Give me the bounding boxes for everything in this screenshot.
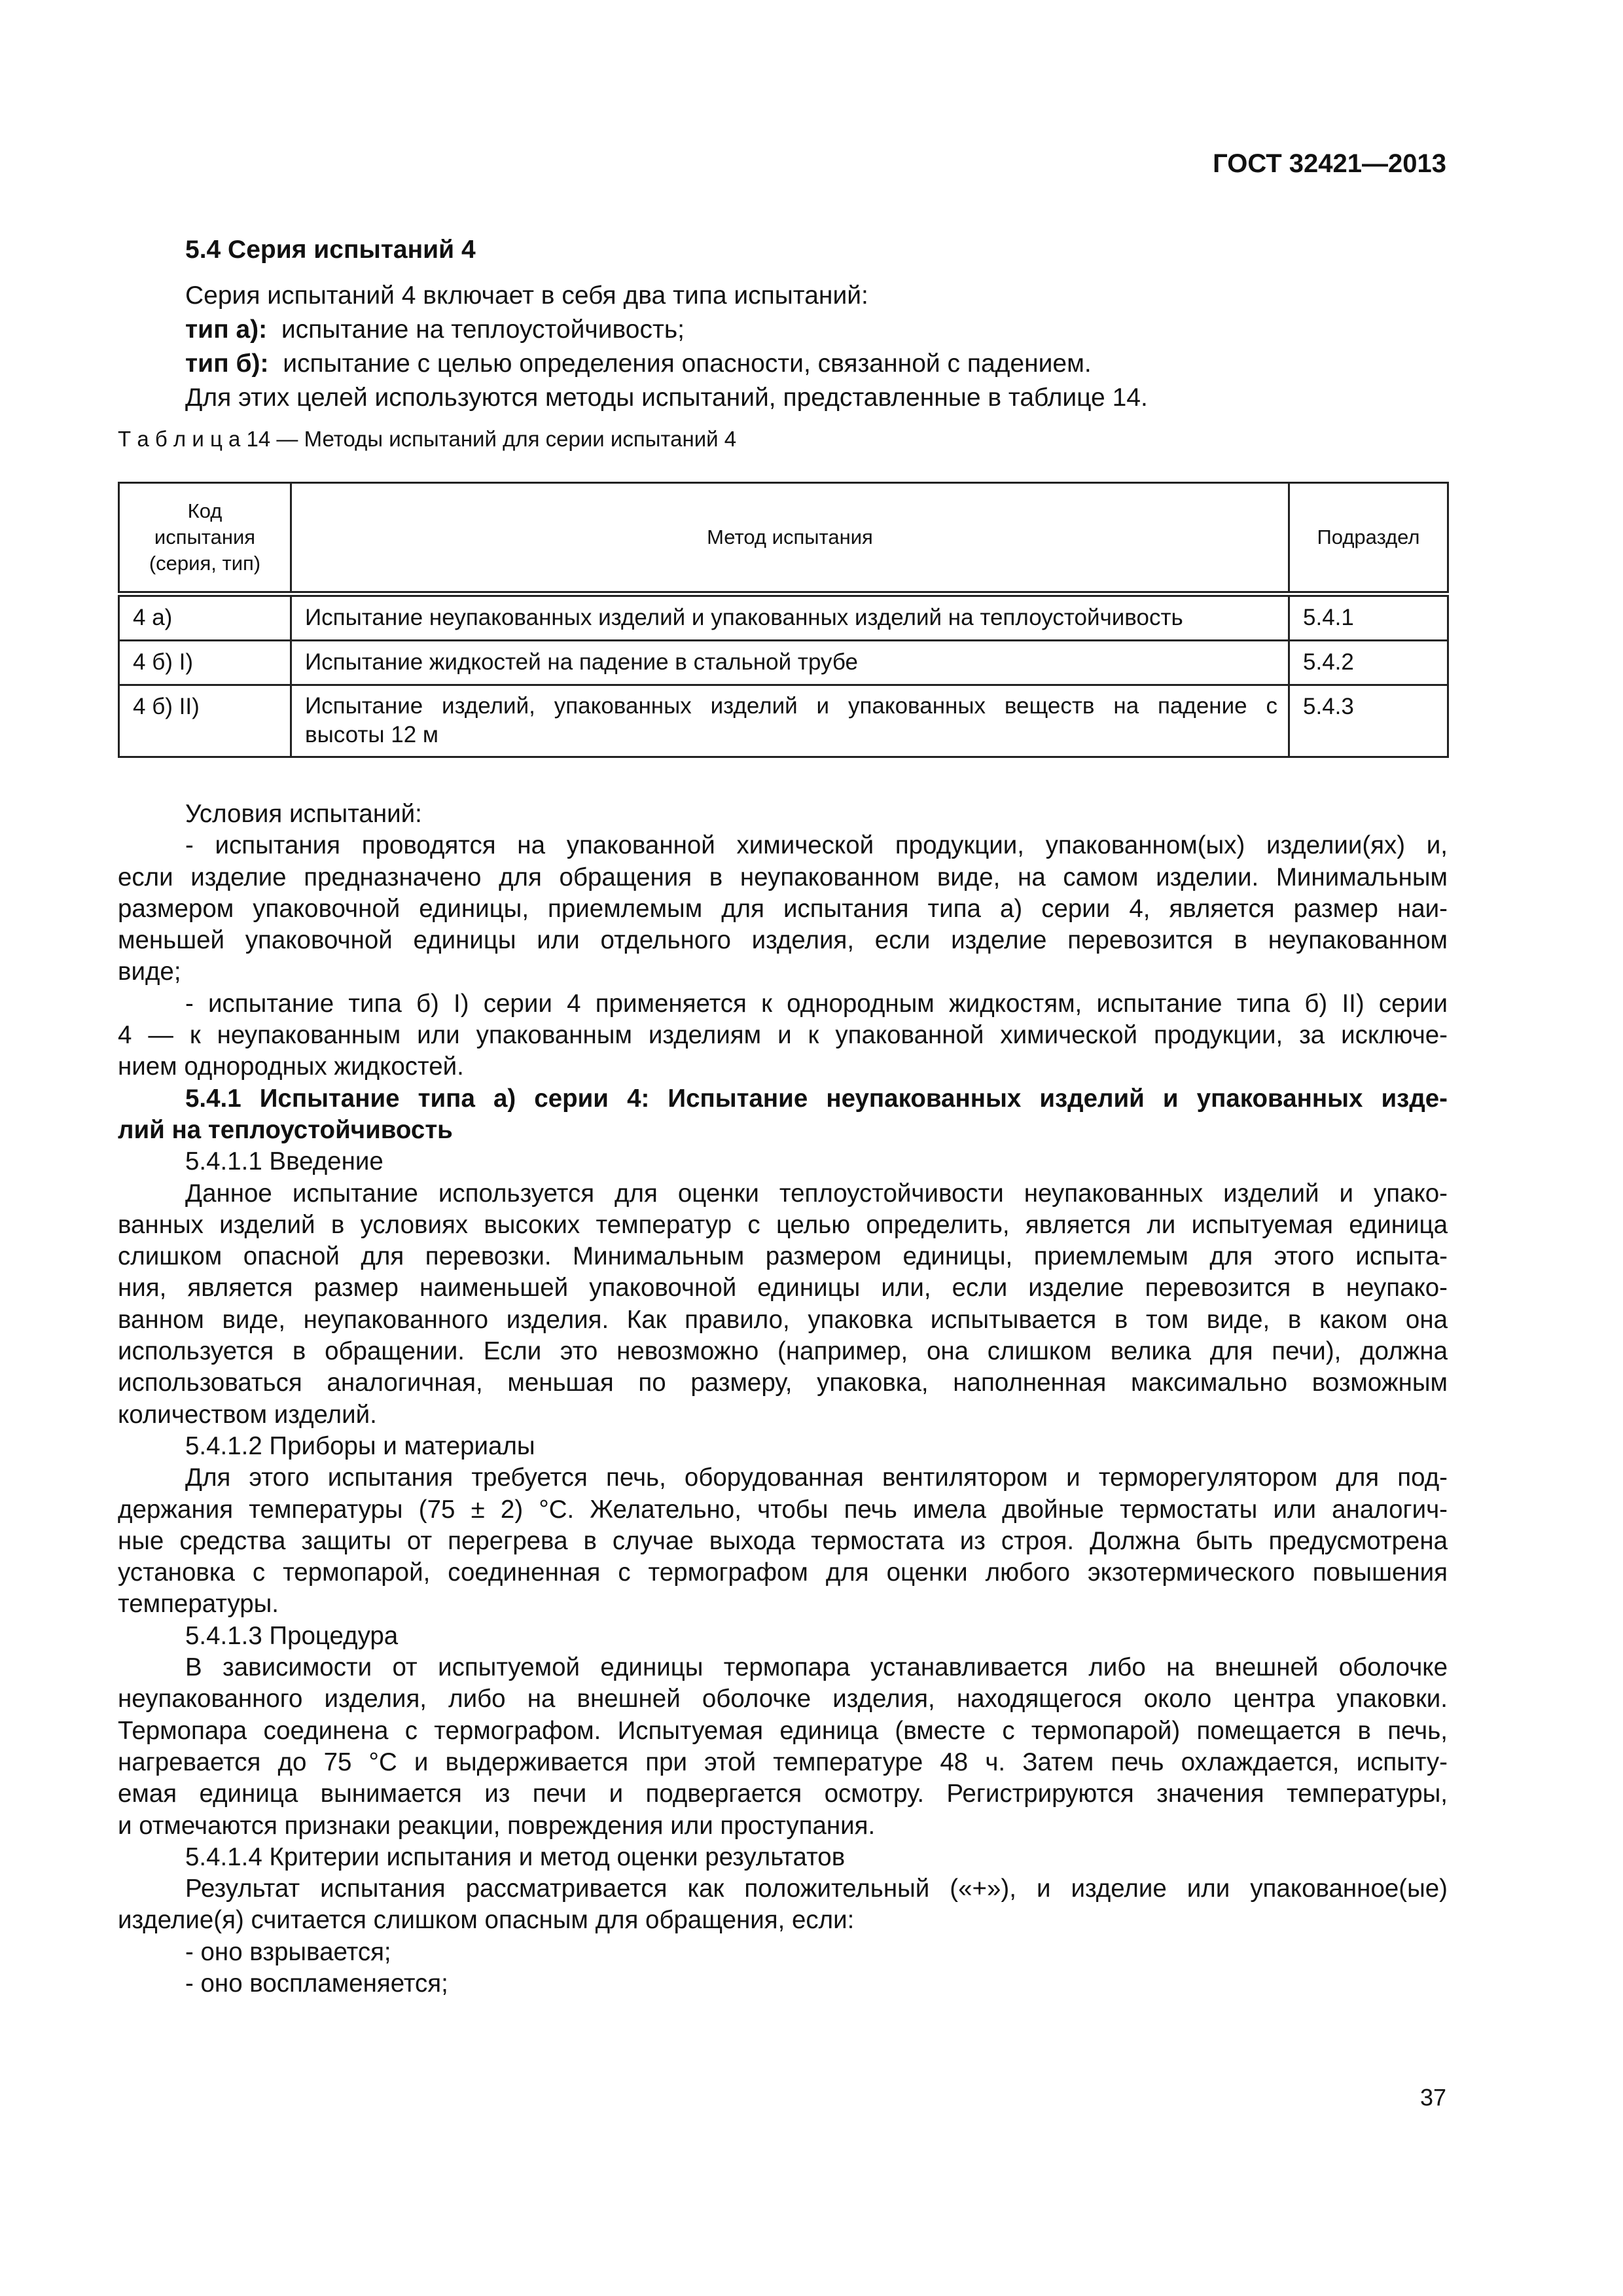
subheading: 5.4.1.3 Процедура xyxy=(185,1621,399,1650)
list-item: - оно взрывается; xyxy=(185,1937,391,1966)
page-number: 37 xyxy=(1419,2084,1446,2111)
subheading: 5.4.1.2 Приборы и материалы xyxy=(185,1431,535,1460)
cell-code: 4 а) xyxy=(119,594,291,641)
subsection-title: 5.4.1 Испытание типа а) серии 4: Испытание неупакованных изделий и упакованных изде- xyxy=(185,1084,1448,1113)
section-title: 5.4 Серия испытаний 4 xyxy=(185,236,476,264)
subsection-title: лий на теплоустойчивость xyxy=(118,1115,453,1144)
cell-method-line: высоты 12 м xyxy=(305,722,438,747)
type-b-label: тип б): xyxy=(185,350,269,378)
paragraph-line: изделие(я) считается слишком опасным для обращения, если: xyxy=(118,1906,855,1935)
header-code-line: (серия, тип) xyxy=(149,552,261,575)
cell-code: 4 б) I) xyxy=(119,641,291,685)
cell-method-line: Испытание изделий, упакованных изделий и упакованных веществ на падение с xyxy=(305,693,1277,719)
methods-ref: Для этих целей используются методы испытаний, представленные в таблице 14. xyxy=(185,384,1148,412)
cell-subsection: 5.4.2 xyxy=(1289,641,1448,685)
type-a-text: испытание на теплоустойчивость; xyxy=(281,315,685,344)
paragraph-line: держания температуры (75 ± 2) °С. Желательно, чтобы печь имела двойные термостаты или аналогич- xyxy=(118,1495,1448,1524)
table-header-row xyxy=(119,483,1448,594)
paragraph-line: неупакованного изделия, либо на внешней оболочке изделия, находящегося около центра упаковки. xyxy=(118,1685,1448,1713)
header-method: Метод испытания xyxy=(291,483,1289,594)
document-code: ГОСТ 32421—2013 xyxy=(1213,149,1446,178)
cell-code: 4 б) II) xyxy=(119,685,291,757)
cell-method xyxy=(291,685,1289,757)
paragraph-line: Для этого испытания требуется печь, оборудованная вентилятором и терморегулятором для под- xyxy=(185,1463,1448,1492)
table-row xyxy=(119,685,1448,757)
table-row xyxy=(119,641,1448,685)
paragraph-line: ные средства защиты от перегрева в случае выхода термостата из строя. Должна быть предусмотрена xyxy=(118,1526,1448,1555)
paragraph-line: температуры. xyxy=(118,1590,279,1619)
list-item: - оно воспламеняется; xyxy=(185,1969,448,1998)
type-b-line xyxy=(118,347,1446,381)
type-a-line xyxy=(118,313,1446,347)
table-caption xyxy=(118,427,736,452)
paragraph-line: использоваться аналогичная, меньшая по размеру, упаковка, наполненная максимально возможным xyxy=(118,1369,1448,1397)
cell-method: Испытание жидкостей на падение в стальной трубе xyxy=(291,641,1289,685)
paragraph-line: нагревается до 75 °С и выдерживается при этой температуре 48 ч. Затем печь охлаждается, испыту- xyxy=(118,1748,1448,1776)
paragraph-line: Термопара соединена с термографом. Испытуемая единица (вместе с термопарой) помещается в печь, xyxy=(118,1716,1448,1745)
cell-method: Испытание неупакованных изделий и упакованных изделий на теплоустойчивость xyxy=(291,594,1289,641)
header-code-line: Код xyxy=(187,499,223,522)
paragraph-line: ния, является размер наименьшей упаковочной единицы или, если изделие перевозится в неупако- xyxy=(118,1274,1448,1302)
paragraph-line: ванном виде, неупакованного изделия. Как правило, упаковка испытывается в том виде, в каком она xyxy=(118,1305,1448,1334)
cell-subsection: 5.4.1 xyxy=(1289,594,1448,641)
body-text xyxy=(118,798,1448,2000)
type-a-label: тип а): xyxy=(185,315,268,344)
section-intro xyxy=(118,233,1446,415)
paragraph-line: слишком опасной для перевозки. Минимальным размером единицы, приемлемым для этого испыта- xyxy=(118,1242,1448,1271)
header-code-line: испытания xyxy=(154,526,256,548)
paragraph-line: виде; xyxy=(118,958,181,986)
paragraph-line: - испытание типа б) I) серии 4 применяется к однородным жидкостям, испытание типа б) II) серии xyxy=(185,989,1448,1018)
paragraph-line: и отмечаются признаки реакции, повреждения или проступания. xyxy=(118,1811,876,1840)
cell-subsection: 5.4.3 xyxy=(1289,685,1448,757)
type-b-text: испытание с целью определения опасности, связанной с падением. xyxy=(283,350,1092,378)
subheading: 5.4.1.4 Критерии испытания и метод оценки результатов xyxy=(185,1842,846,1871)
paragraph-line: В зависимости от испытуемой единицы термопара устанавливается либо на внешней оболочке xyxy=(185,1653,1448,1682)
paragraph-line: используется в обращении. Если это невозможно (например, она слишком велика для печи), должна xyxy=(118,1337,1448,1366)
paragraph-line: нием однородных жидкостей. xyxy=(118,1052,464,1081)
paragraph-line: Условия испытаний: xyxy=(185,800,422,828)
header-code xyxy=(119,483,291,594)
paragraph-line: ванных изделий в условиях высоких температур с целью определить, является ли испытуемая единица xyxy=(118,1210,1448,1239)
paragraph-line: - испытания проводятся на упакованной химической продукции, упакованном(ых) изделии(ях) и, xyxy=(185,831,1448,860)
paragraph-line: 4 — к неупакованным или упакованным изделиям и к упакованной химической продукции, за исключе- xyxy=(118,1021,1448,1050)
table-caption-prefix: Т а б л и ц а 14 xyxy=(118,427,271,451)
paragraph-line: меньшей упаковочной единицы или отдельного изделия, если изделие перевозится в неупакованном xyxy=(118,926,1448,955)
paragraph-line: размером упаковочной единицы, приемлемым для испытания типа а) серии 4, является размер наи- xyxy=(118,894,1448,923)
paragraph-line: Результат испытания рассматривается как положительный («+»), и изделие или упакованное(ые) xyxy=(185,1874,1448,1903)
subheading: 5.4.1.1 Введение xyxy=(185,1147,383,1176)
methods-table xyxy=(118,482,1449,758)
paragraph-line: количеством изделий. xyxy=(118,1400,377,1429)
paragraph-line: если изделие предназначено для обращения в неупакованном виде, на самом изделии. Минимальным xyxy=(118,863,1448,891)
header-subsection: Подраздел xyxy=(1289,483,1448,594)
paragraph-line: емая единица вынимается из печи и подвергается осмотру. Регистрируются значения температуры, xyxy=(118,1780,1448,1808)
paragraph-line: Данное испытание используется для оценки теплоустойчивости неупакованных изделий и упако- xyxy=(185,1179,1448,1208)
table-row xyxy=(119,594,1448,641)
intro-text: Серия испытаний 4 включает в себя два типа испытаний: xyxy=(185,281,868,310)
table-caption-rest: — Методы испытаний для серии испытаний 4 xyxy=(270,427,737,451)
paragraph-line: установка с термопарой, соединенная с термографом для оценки любого экзотермического повышения xyxy=(118,1558,1448,1587)
